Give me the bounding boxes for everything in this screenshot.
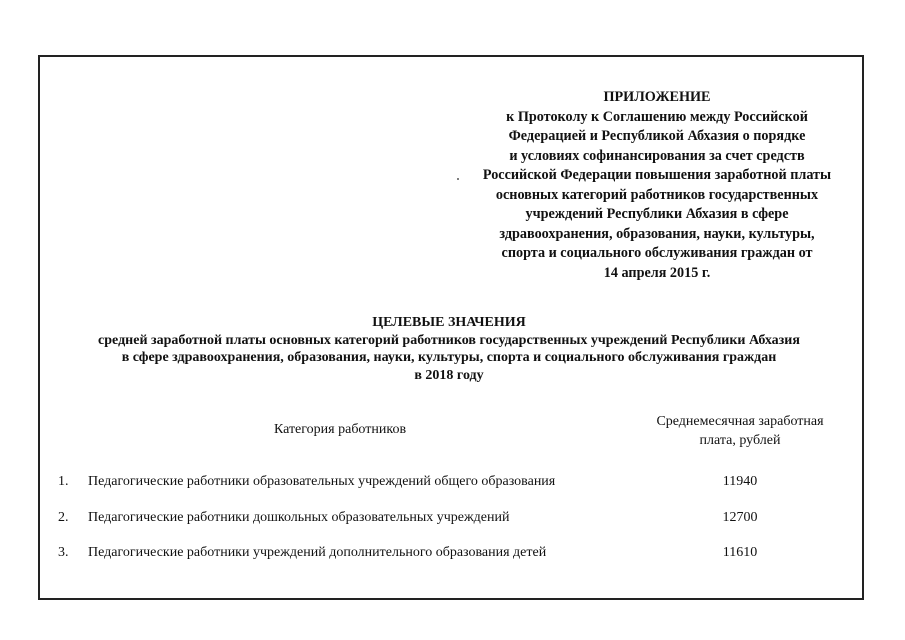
column-header-salary — [630, 412, 850, 450]
target-subtitle-line: в сфере здравоохранения, образования, науки, культуры, спорта и социального обслуживания граждан — [121, 350, 777, 365]
appendix-line: спорта и социального обслуживания граждан от — [501, 245, 813, 261]
target-title: ЦЕЛЕВЫЕ ЗНАЧЕНИЯ — [372, 315, 526, 330]
appendix-block — [448, 88, 866, 283]
appendix-line: здравоохранения, образования, науки, культуры, — [499, 225, 815, 242]
table-row — [0, 545, 905, 565]
appendix-heading: ПРИЛОЖЕНИЕ — [603, 89, 711, 105]
row-salary: 12700 — [722, 510, 758, 525]
appendix-line: Российской Федерации повышения заработной платы — [482, 167, 832, 183]
table-row — [0, 510, 905, 530]
row-salary: 11940 — [722, 474, 758, 489]
row-number: 2. — [58, 510, 69, 525]
appendix-line: Федерацией и Республикой Абхазия о порядке — [508, 128, 806, 144]
table-row — [0, 474, 905, 494]
target-values-block — [40, 314, 858, 384]
appendix-line: 14 апреля 2015 г. — [603, 264, 711, 281]
row-category: Педагогические работники дошкольных образовательных учреждений — [88, 510, 510, 525]
row-category: Педагогические работники образовательных учреждений общего образования — [88, 474, 556, 489]
appendix-line: к Протоколу к Соглашению между Российской — [506, 108, 808, 125]
row-number: 1. — [58, 474, 69, 489]
column-header-category: Категория работников — [273, 422, 407, 437]
target-year-line: в 2018 году — [414, 367, 484, 383]
column-header-salary-line: плата, рублей — [699, 433, 781, 448]
row-number: 3. — [58, 545, 69, 560]
row-category: Педагогические работники учреждений дополнительного образования детей — [88, 545, 547, 560]
column-header-salary-line: Среднемесячная заработная — [656, 414, 824, 429]
appendix-line: и условиях софинансирования за счет средств — [509, 147, 805, 164]
appendix-line: учреждений Республики Абхазия в сфере — [525, 206, 789, 222]
row-salary: 11610 — [722, 545, 758, 560]
appendix-line: основных категорий работников государственных — [495, 186, 819, 203]
target-subtitle-line: средней заработной платы основных категорий работников государственных учреждений Республики Абхазия — [98, 332, 800, 348]
